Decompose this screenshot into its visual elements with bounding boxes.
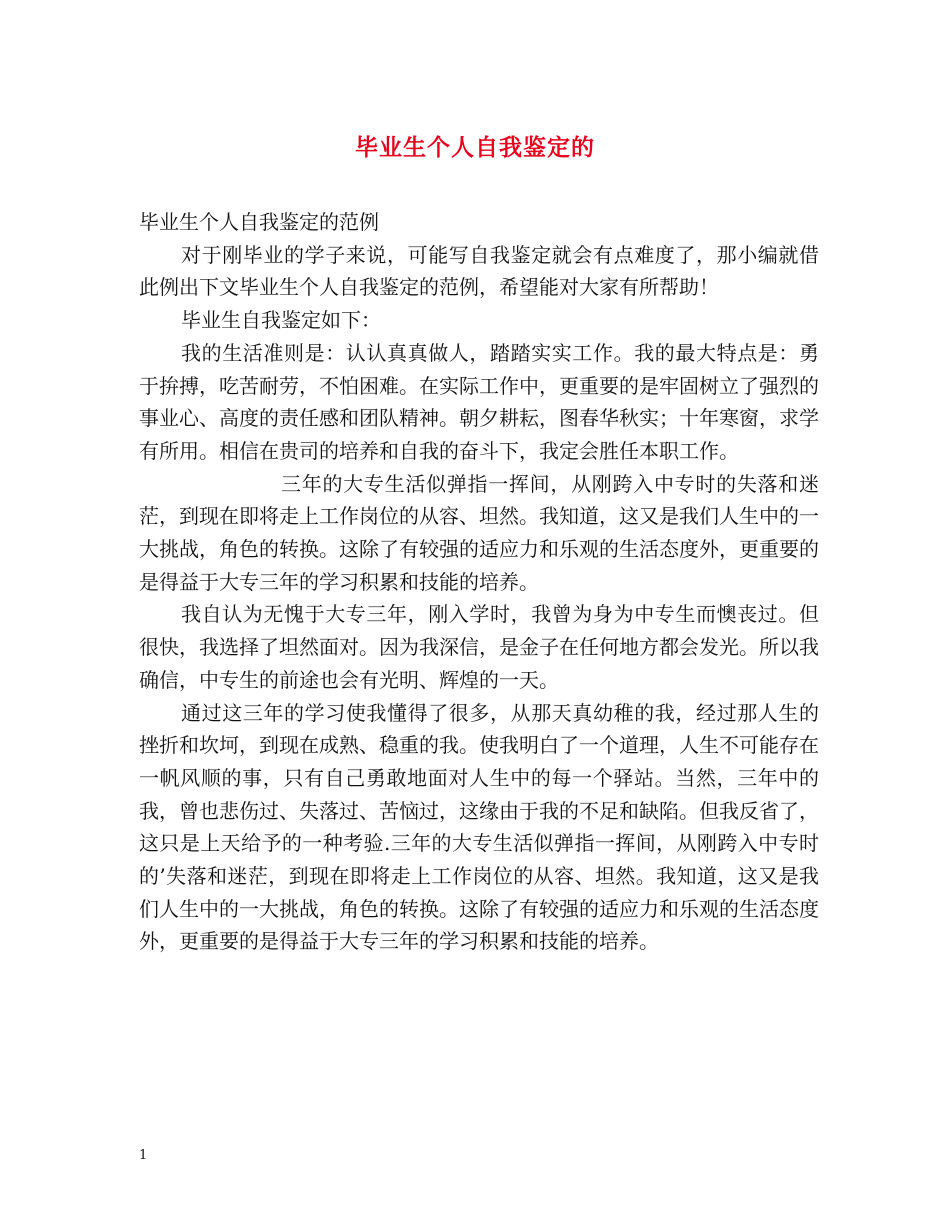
paragraph-college-life: 三年的大专生活似弹指一挥间，从刚跨入中专时的失落和迷茫，到现在即将走上工作岗位的从容、坦然。我知道，这又是我们人生中的一大挑战，角色的转换。这除了有较强的适应力和乐观的生活态度外，更重要的是得益于大专三年的学习积累和技能的培养。 [139, 471, 819, 594]
paragraph-self-assessment: 我自认为无愧于大专三年，刚入学时，我曾为身为中专生而懊丧过。但很快，我选择了坦然面对。因为我深信，是金子在任何地方都会发光。所以我确信，中专生的前途也会有光明、辉煌的一天。 [139, 602, 819, 692]
document-title: 毕业生个人自我鉴定的 [355, 134, 595, 161]
paragraph-subtitle: 毕业生个人自我鉴定的范例 [139, 210, 379, 234]
paragraph-heading: 毕业生自我鉴定如下： [181, 308, 381, 333]
paragraph-intro: 对于刚毕业的学子来说，可能写自我鉴定就会有点难度了，那小编就借此例出下文毕业生个人自我鉴定的范例，希望能对大家有所帮助！ [139, 242, 819, 300]
paragraph-lessons: 通过这三年的学习使我懂得了很多，从那天真幼稚的我，经过那人生的挫折和坎坷，到现在成熟、稳重的我。使我明白了一个道理，人生不可能存在一帆风顺的事，只有自己勇敢地面对人生中的每一个驿站。当然，三年中的我，曾也悲伤过、失落过、苦恼过，这缘由于我的不足和缺陷。但我反省了，这只是上天给予的一种考验.三年的大专生活似弹指一挥间，从刚跨入中专时的’失落和迷茫，到现在即将走上工作岗位的从容、坦然。我知道，这又是我们人生中的一大挑战，角色的转换。这除了有较强的适应力和乐观的生活态度外，更重要的是得益于大专三年的学习积累和技能的培养。 [139, 700, 819, 954]
document-body [139, 206, 819, 958]
page-number: 1 [139, 1148, 148, 1163]
paragraph-principles: 我的生活准则是：认认真真做人，踏踏实实工作。我的最大特点是：勇于拚搏，吃苦耐劳，不怕困难。在实际工作中，更重要的是牢固树立了强烈的事业心、高度的责任感和团队精神。朝夕耕耘，图春华秋实；十年寒窗，求学有所用。相信在贵司的培养和自我的奋斗下，我定会胜任本职工作。 [139, 340, 819, 463]
